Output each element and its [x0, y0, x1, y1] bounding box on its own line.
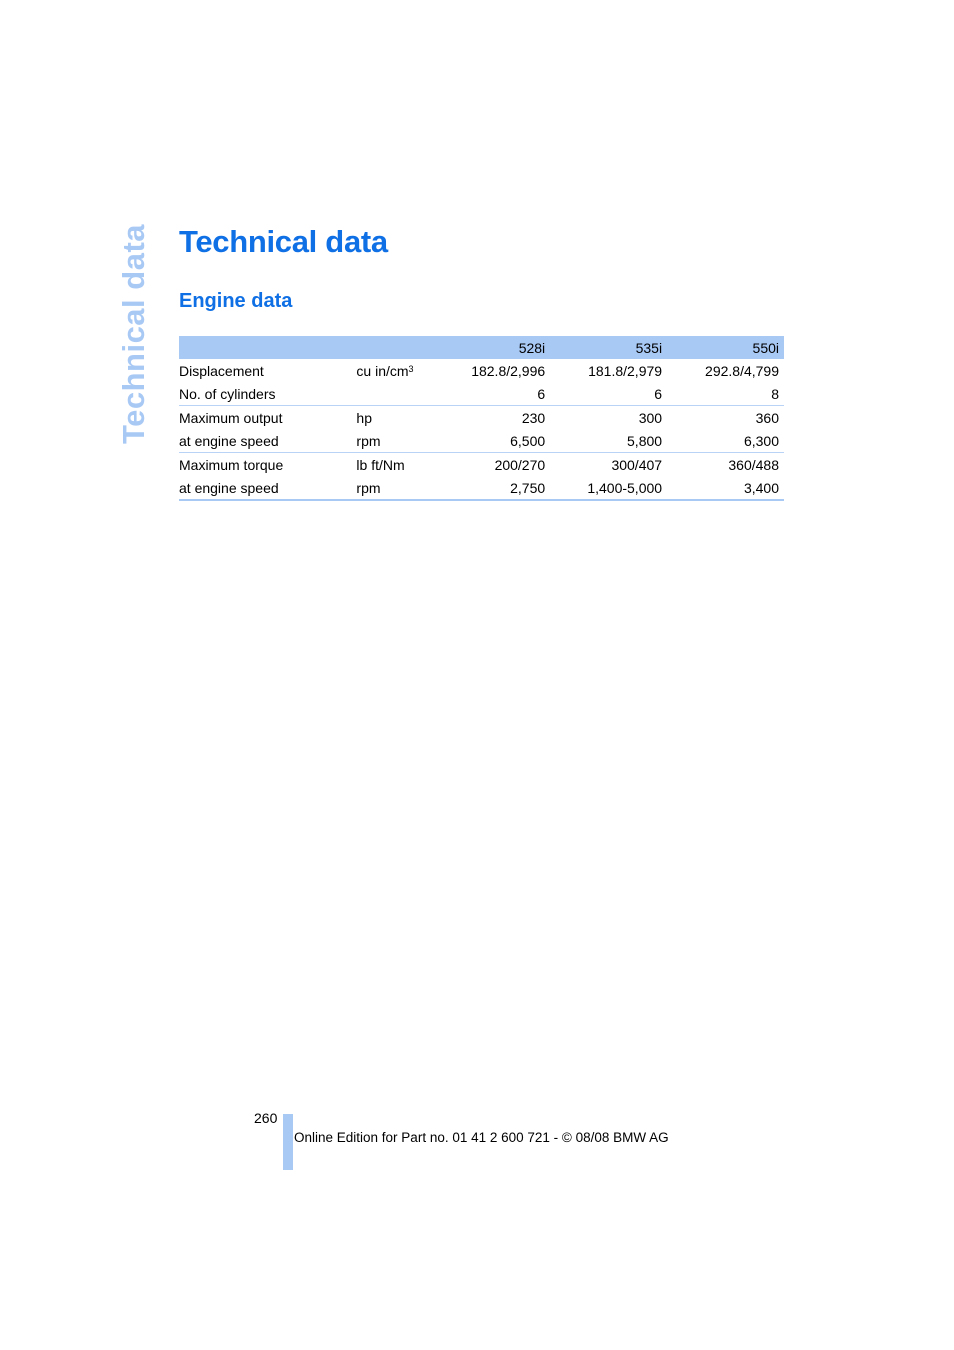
row-label: Displacement: [179, 362, 264, 379]
side-tab-label: Technical data: [116, 223, 151, 445]
column-header-550i: 550i: [667, 336, 784, 359]
row-unit: cu $in/cm^3$: [356, 362, 414, 379]
row-label: Maximum output: [179, 409, 283, 426]
side-tab: [112, 223, 156, 445]
row-label: No. of cylinders: [179, 382, 356, 406]
page-number: 260: [254, 1110, 278, 1126]
column-header-528i: 528i: [433, 336, 550, 359]
row-unit: rpm: [356, 476, 433, 500]
row-label: at engine speed: [179, 429, 356, 453]
value-cell: 181.8/2,979: [588, 362, 663, 379]
value-cell: 200/270: [494, 456, 546, 473]
footer-accent-bar: [283, 1114, 293, 1170]
row-unit: lb ft/Nm: [356, 456, 405, 473]
value-cell: 6,500: [433, 429, 550, 453]
row-unit: hp: [356, 409, 372, 426]
row-label: at engine speed: [179, 476, 356, 500]
edition-footer: Online Edition for Part no. 01 41 2 600 721 - © 08/08 BMW AG: [294, 1130, 669, 1145]
value-cell: 360: [755, 409, 779, 426]
value-cell: 5,800: [550, 429, 667, 453]
column-header-535i: 535i: [550, 336, 667, 359]
engine-data-table: [179, 336, 784, 501]
value-cell: 1,400-5,000: [550, 476, 667, 500]
section-title: Engine data: [179, 290, 293, 312]
value-cell: 6: [433, 382, 550, 406]
table-row: [179, 476, 784, 500]
value-cell: 360/488: [728, 456, 779, 473]
value-cell: 230: [521, 409, 546, 426]
column-header: [179, 336, 356, 359]
value-cell: 300/407: [611, 456, 663, 473]
row-unit: [356, 382, 433, 406]
row-label: Maximum torque: [179, 456, 284, 473]
row-unit: rpm: [356, 429, 433, 453]
page-title: Technical data: [179, 224, 388, 259]
value-cell: 3,400: [667, 476, 784, 500]
value-cell: 300: [638, 409, 663, 426]
value-cell: 8: [667, 382, 784, 406]
value-cell: 292.8/4,799: [705, 362, 779, 379]
column-header: [356, 336, 433, 359]
table-row: [179, 359, 784, 382]
table-row: [179, 453, 784, 477]
table-row: [179, 382, 784, 406]
table-row: [179, 429, 784, 453]
table-row: [179, 406, 784, 430]
table-header-row: [179, 336, 784, 359]
value-cell: 182.8/2,996: [471, 362, 546, 379]
value-cell: 6,300: [667, 429, 784, 453]
value-cell: 2,750: [433, 476, 550, 500]
value-cell: 6: [550, 382, 667, 406]
